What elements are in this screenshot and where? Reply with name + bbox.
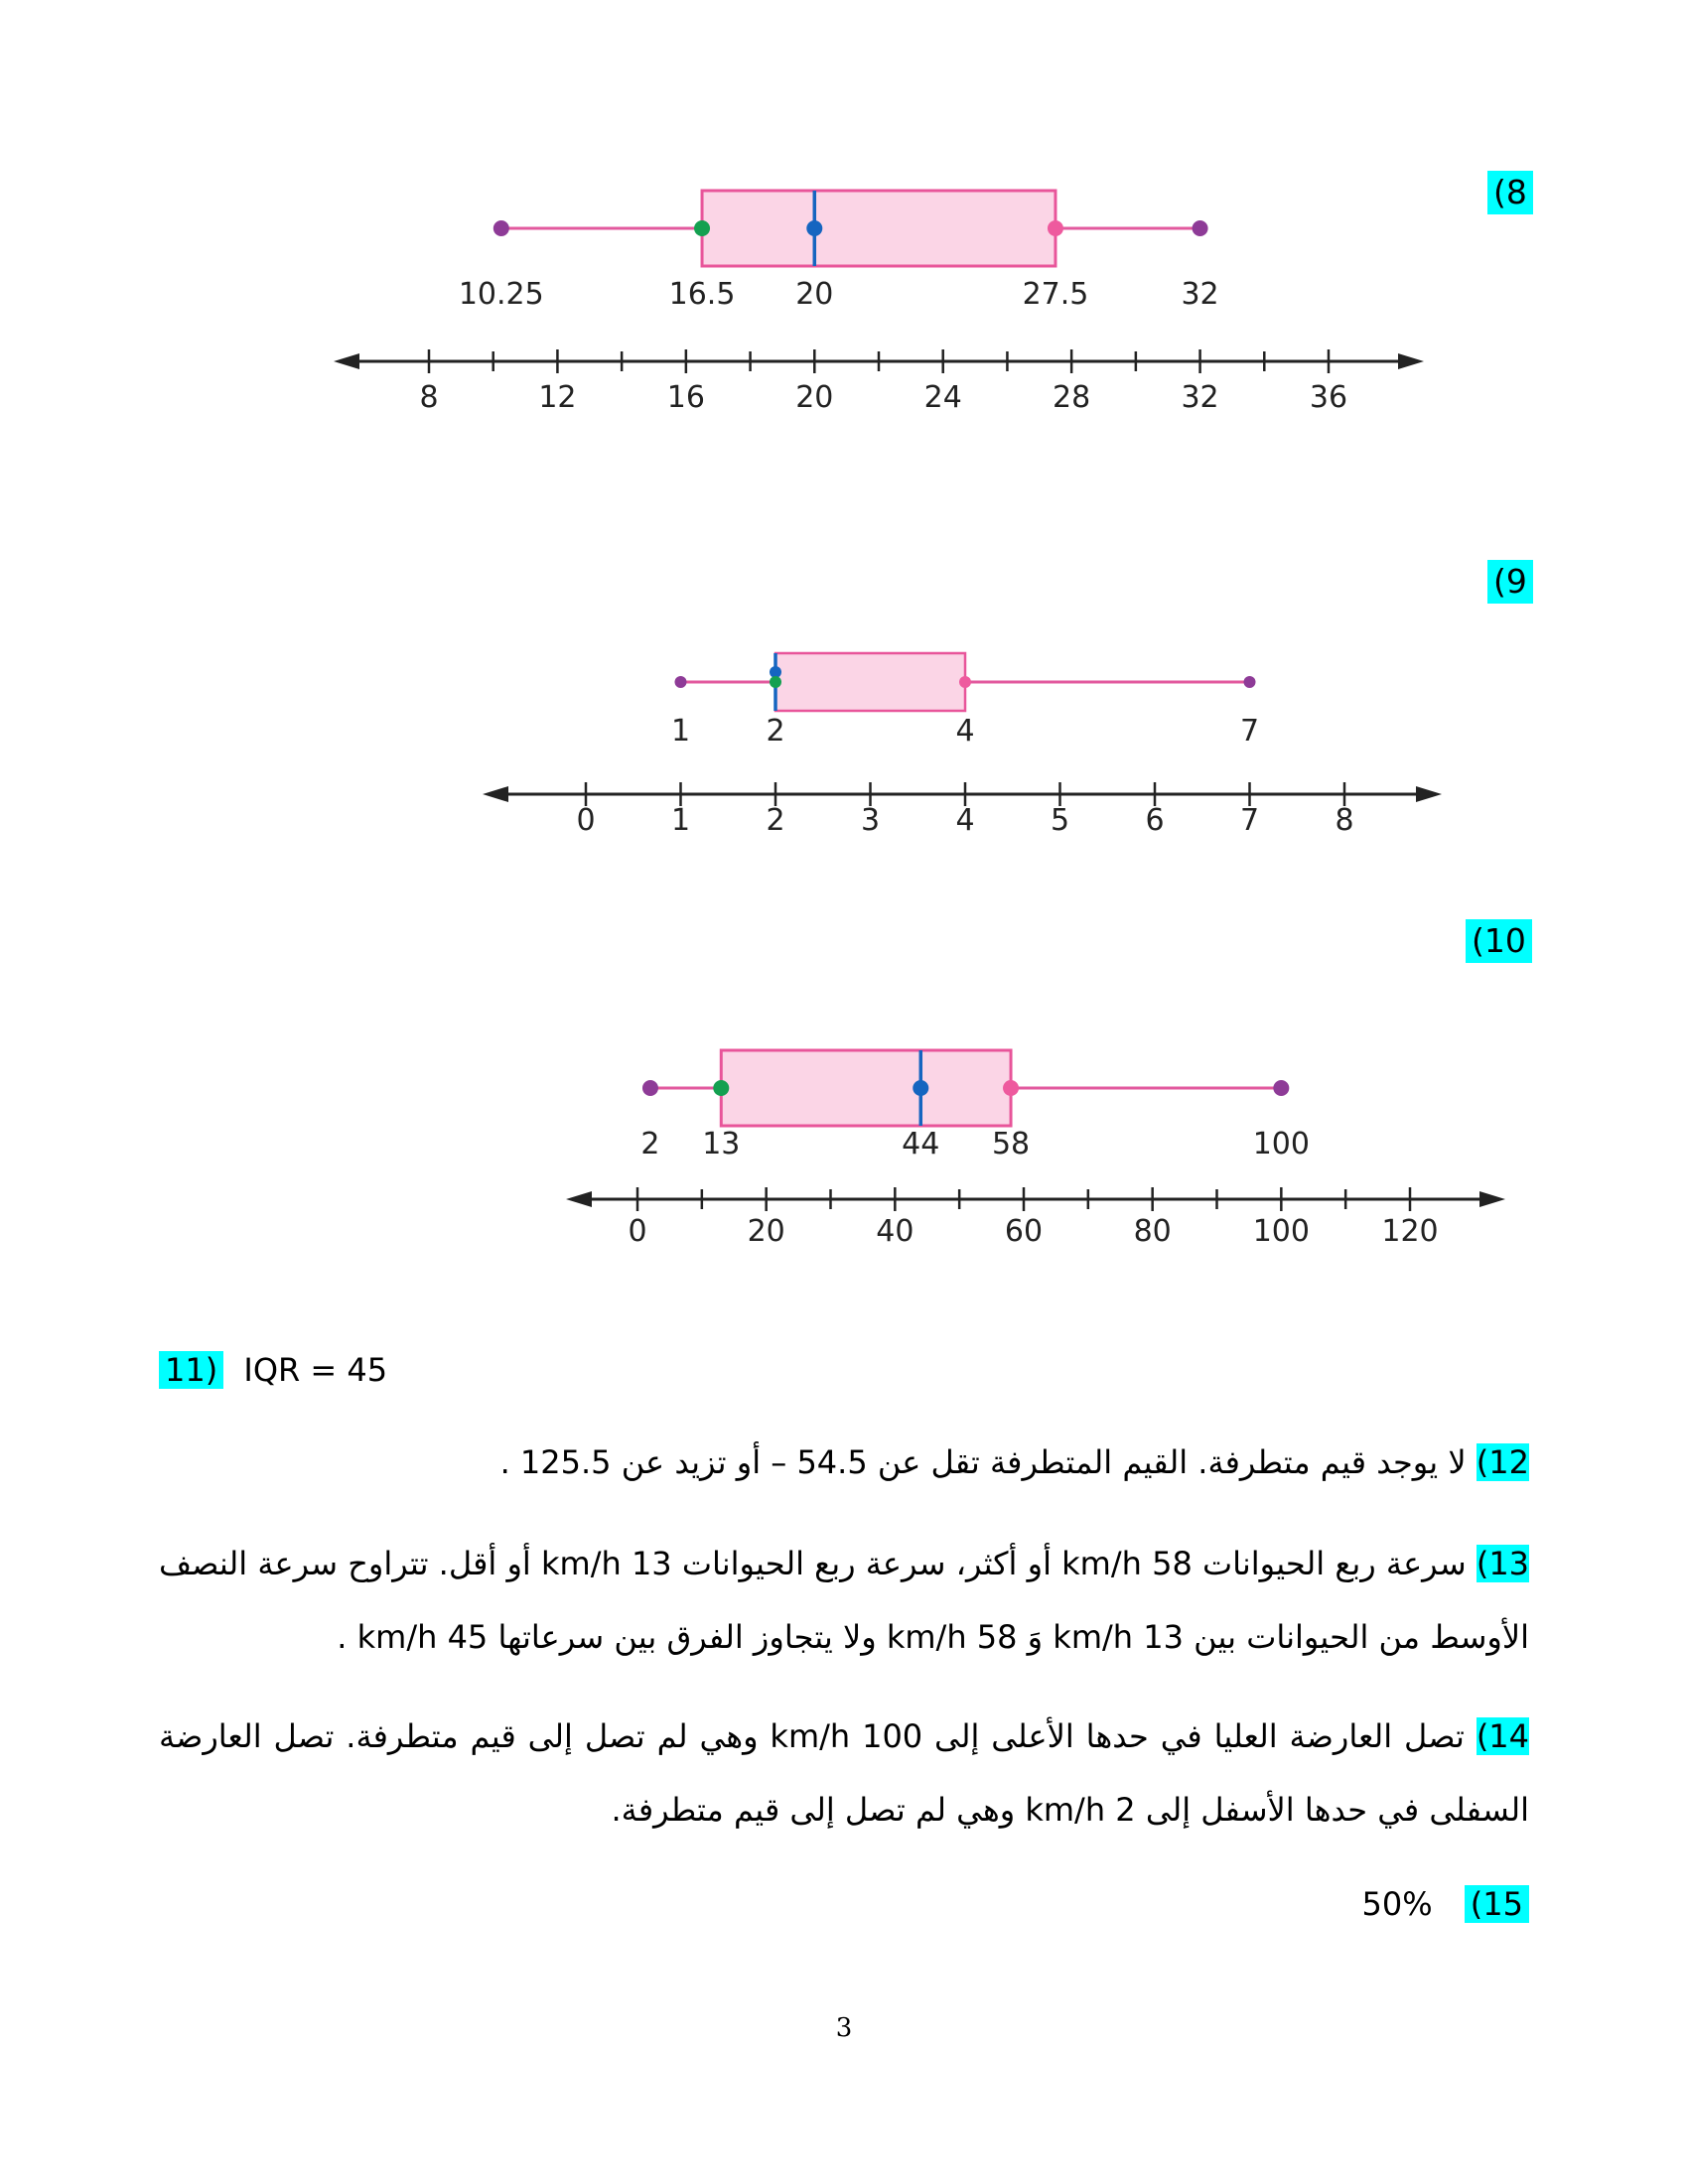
question-15-number: (15 bbox=[1465, 1885, 1529, 1923]
question-15 bbox=[1362, 1882, 1530, 1926]
plot-10-arrow-right bbox=[1479, 1191, 1505, 1207]
plot-9-tick-label: 6 bbox=[1145, 803, 1165, 838]
page-number: 3 bbox=[835, 2013, 853, 2043]
question-11-answer: IQR = 45 bbox=[243, 1351, 388, 1389]
plot-9-value-label: 2 bbox=[766, 714, 785, 749]
plot-8-arrow-right bbox=[1398, 353, 1424, 369]
plot-9-arrow-right bbox=[1416, 786, 1442, 802]
plot-10-value-label: 2 bbox=[640, 1127, 660, 1161]
plot-8-tick-label: 28 bbox=[1053, 380, 1091, 415]
plot-10-tick-label: 80 bbox=[1133, 1214, 1172, 1249]
question-13 bbox=[159, 1527, 1529, 1674]
plot-8-tick-label: 32 bbox=[1181, 380, 1219, 415]
plot-10-max-point bbox=[1273, 1080, 1289, 1096]
plot-9-tick-label: 4 bbox=[955, 803, 975, 838]
plot-10-box bbox=[721, 1050, 1011, 1126]
plot-8-median-point bbox=[806, 220, 822, 236]
plot-9-q3-point bbox=[959, 676, 971, 688]
plot-10-q3-point bbox=[1003, 1080, 1019, 1096]
plot-10-value-label: 100 bbox=[1252, 1127, 1310, 1161]
plot-9-value-label: 1 bbox=[670, 714, 691, 749]
plot-8-arrow-left bbox=[334, 353, 359, 369]
plot-9-box bbox=[775, 653, 965, 711]
plot-10-value-label: 13 bbox=[702, 1127, 741, 1161]
question-10-label: (10 bbox=[1466, 919, 1532, 963]
plot-10-tick-label: 40 bbox=[876, 1214, 914, 1249]
plot-9-min-point bbox=[675, 676, 687, 688]
plot-8-value-label: 10.25 bbox=[458, 277, 544, 312]
plot-10-tick-label: 60 bbox=[1004, 1214, 1044, 1249]
plot-10-tick-label: 20 bbox=[747, 1214, 785, 1249]
plot-8-tick-label: 12 bbox=[538, 380, 577, 415]
plot-8-tick-label: 20 bbox=[795, 380, 834, 415]
plot-8-max-point bbox=[1193, 220, 1208, 236]
plot-8-tick-label: 8 bbox=[419, 380, 439, 415]
plot-9-tick-label: 5 bbox=[1050, 803, 1070, 838]
question-12-number: 12) bbox=[1476, 1443, 1529, 1481]
question-8-label: (8 bbox=[1487, 171, 1533, 214]
plot-8-q3-point bbox=[1048, 220, 1063, 236]
question-12 bbox=[159, 1426, 1529, 1499]
plot-9-value-label: 4 bbox=[955, 714, 975, 749]
plot-8-q1-point bbox=[694, 220, 710, 236]
question-14 bbox=[159, 1700, 1529, 1846]
plot-9-tick-label: 1 bbox=[670, 803, 691, 838]
question-9-label: (9 bbox=[1487, 560, 1533, 604]
plot-10-value-label: 44 bbox=[902, 1127, 940, 1161]
plot-10-tick-label: 0 bbox=[628, 1214, 647, 1249]
plot-9-q1-point bbox=[770, 676, 781, 688]
question-11-number: 11) bbox=[159, 1351, 223, 1389]
plot-9-tick-label: 7 bbox=[1239, 803, 1260, 838]
plot-9-arrow-left bbox=[483, 786, 508, 802]
plot-8-box bbox=[702, 191, 1055, 266]
question-15-answer: 50% bbox=[1361, 1885, 1433, 1923]
plot-8-min-point bbox=[493, 220, 509, 236]
plot-10-min-point bbox=[642, 1080, 658, 1096]
plot-9-max-point bbox=[1244, 676, 1256, 688]
question-12-answer: لا يوجد قيم متطرفة. القيم المتطرفة تقل عن 54.5 – أو تزيد عن 125.5 . bbox=[499, 1443, 1467, 1481]
plot-9-value-label: 7 bbox=[1239, 714, 1260, 749]
plot-9-tick-label: 0 bbox=[576, 803, 596, 838]
question-13-number: 13) bbox=[1476, 1545, 1530, 1582]
question-14-number: 14) bbox=[1476, 1717, 1530, 1755]
plot-10-tick-label: 100 bbox=[1252, 1214, 1310, 1249]
plot-10-tick-label: 120 bbox=[1381, 1214, 1439, 1249]
plot-9-tick-label: 2 bbox=[766, 803, 785, 838]
plot-8-value-label: 32 bbox=[1181, 277, 1219, 312]
plot-8-tick-label: 36 bbox=[1309, 380, 1348, 415]
plot-10-median-point bbox=[913, 1080, 928, 1096]
question-14-answer: تصل العارضة العليا في حدها الأعلى إلى 100 km/h وهي لم تصل إلى قيم متطرفة. تصل العارضة السفلى في حدها الأسفل إلى 2 km/h وهي لم تصل إلى قيم متطرفة. bbox=[159, 1717, 1529, 1829]
plot-9-tick-label: 3 bbox=[860, 803, 881, 838]
plot-8-value-label: 27.5 bbox=[1022, 277, 1089, 312]
plot-8-value-label: 20 bbox=[795, 277, 834, 312]
plot-10-arrow-left bbox=[566, 1191, 592, 1207]
plot-8-tick-label: 24 bbox=[923, 380, 962, 415]
plot-10-q1-point bbox=[713, 1080, 729, 1096]
plot-10-value-label: 58 bbox=[991, 1127, 1031, 1161]
plot-8-value-label: 16.5 bbox=[668, 277, 736, 312]
question-11 bbox=[159, 1348, 387, 1392]
plot-8-tick-label: 16 bbox=[666, 380, 705, 415]
plot-9-tick-label: 8 bbox=[1335, 803, 1354, 838]
question-13-answer: سرعة ربع الحيوانات 58 km/h أو أكثر، سرعة ربع الحيوانات 13 km/h أو أقل. تتراوح سرعة النصف الأوسط من الحيوانات بين 13 km/h وَ 58 km/h ولا يتجاوز الفرق بين سرعاتها 45 km/h . bbox=[159, 1545, 1529, 1656]
